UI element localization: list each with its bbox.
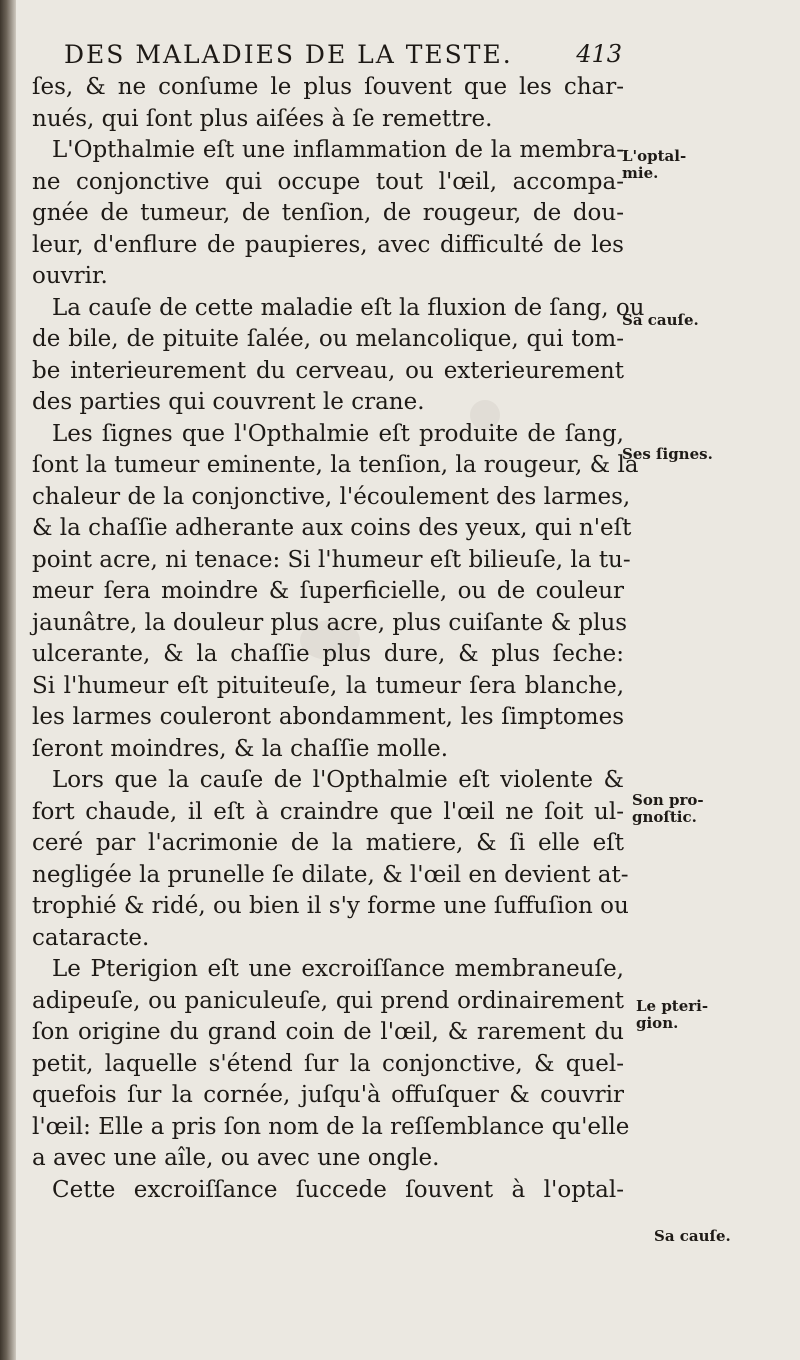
margin-note-optalmie: L'optal- mie. [622,147,687,182]
margin-note-prognosis: Son pro- gnoſtic. [632,791,704,826]
margin-note-signs: Ses ſignes. [622,445,713,463]
text-line: Si l'humeur eſt pituiteuſe, la tumeur ſera blanche, [32,672,624,699]
text-line: a avec une aîle, ou avec une ongle. [32,1145,440,1171]
text-line: des parties qui couvrent le crane. [32,389,425,415]
text-line: Lors que la cauſe de l'Opthalmie eſt violente & [52,767,624,793]
text-line: les larmes couleront abondamment, les ſimptomes [32,704,624,730]
text-line: Cette excroiſſance ſuccede ſouvent à l'optal- [52,1176,624,1203]
text-line: adipeuſe, ou paniculeuſe, qui prend ordinairement [32,987,624,1014]
text-line: nués, qui ſont plus aiſées à ſe remettre. [32,105,493,132]
margin-note-cause: Sa cauſe. [622,311,699,329]
text-line: be interieurement du cerveau, ou exterieurement [32,357,624,384]
text-line: fort chaude, il eſt à craindre que l'œil ne ſoit ul- [32,798,624,825]
text-line: Les ſignes que l'Opthalmie eſt produite de ſang, [52,420,624,447]
text-line: quefois ſur la cornée, juſqu'à offuſquer & couvrir [32,1082,624,1108]
text-line: L'Opthalmie eſt une inflammation de la membra- [52,137,624,163]
text-line: ceré par l'acrimonie de la matiere, & ſi elle eſt [32,830,624,856]
text-line: leur, d'enflure de paupieres, avec difficulté de les [32,231,624,258]
text-line: ulcerante, & la chaſſie plus dure, & plus ſeche: [32,641,624,667]
book-spine-shadow [0,0,16,1360]
text-line: meur ſera moindre & ſuperficielle, ou de couleur [32,578,624,604]
text-line: ſeront moindres, & la chaſſie molle. [32,735,449,762]
text-line: gnée de tumeur, de tenſion, de rougeur, de dou- [32,200,624,226]
page-number: 413 [576,40,622,68]
text-line: petit, laquelle s'étend ſur la conjonctive, & quel- [32,1050,624,1077]
margin-note-cause-2: Sa cauſe. [654,1227,731,1245]
margin-note-pterigion: Le pteri- gion. [636,997,709,1032]
text-line: Le Pterigion eſt une excroiſſance membraneuſe, [52,956,624,982]
text-line: ne conjonctive qui occupe tout l'œil, accompa- [32,168,624,195]
text-line: La cauſe de cette maladie eſt la fluxion de ſang, ou [52,294,645,321]
text-line: de bile, de pituite ſalée, ou melancolique, qui tom- [32,326,624,352]
text-line: point acre, ni tenace: Si l'humeur eſt bilieuſe, la tu- [32,546,631,573]
text-line: l'œil: Elle a pris ſon nom de la reſſemblance qu'elle [32,1113,630,1140]
text-line: & la chaſſie adherante aux coins des yeux, qui n'eſt [32,515,632,541]
text-line: ſes, & ne conſume le plus ſouvent que les char- [32,74,624,100]
text-line: trophié & ridé, ou bien il s'y forme une ſuffuſion ou [32,893,629,919]
body-text [32,72,645,1206]
running-title: DES MALADIES DE LA TESTE. [64,40,513,69]
text-line: chaleur de la conjonctive, l'écoulement des larmes, [32,483,631,510]
text-line: ouvrir. [32,263,108,289]
text-line: cataracte. [32,924,150,951]
text-line: ſont la tumeur eminente, la tenſion, la rougeur, & la [32,452,639,478]
text-line: ſon origine du grand coin de l'œil, & rarement du [32,1019,624,1045]
text-line: jaunâtre, la douleur plus acre, plus cuiſante & plus [32,609,628,636]
text-line: negligée la prunelle ſe dilate, & l'œil en devient at- [32,861,629,888]
running-header [62,34,622,74]
